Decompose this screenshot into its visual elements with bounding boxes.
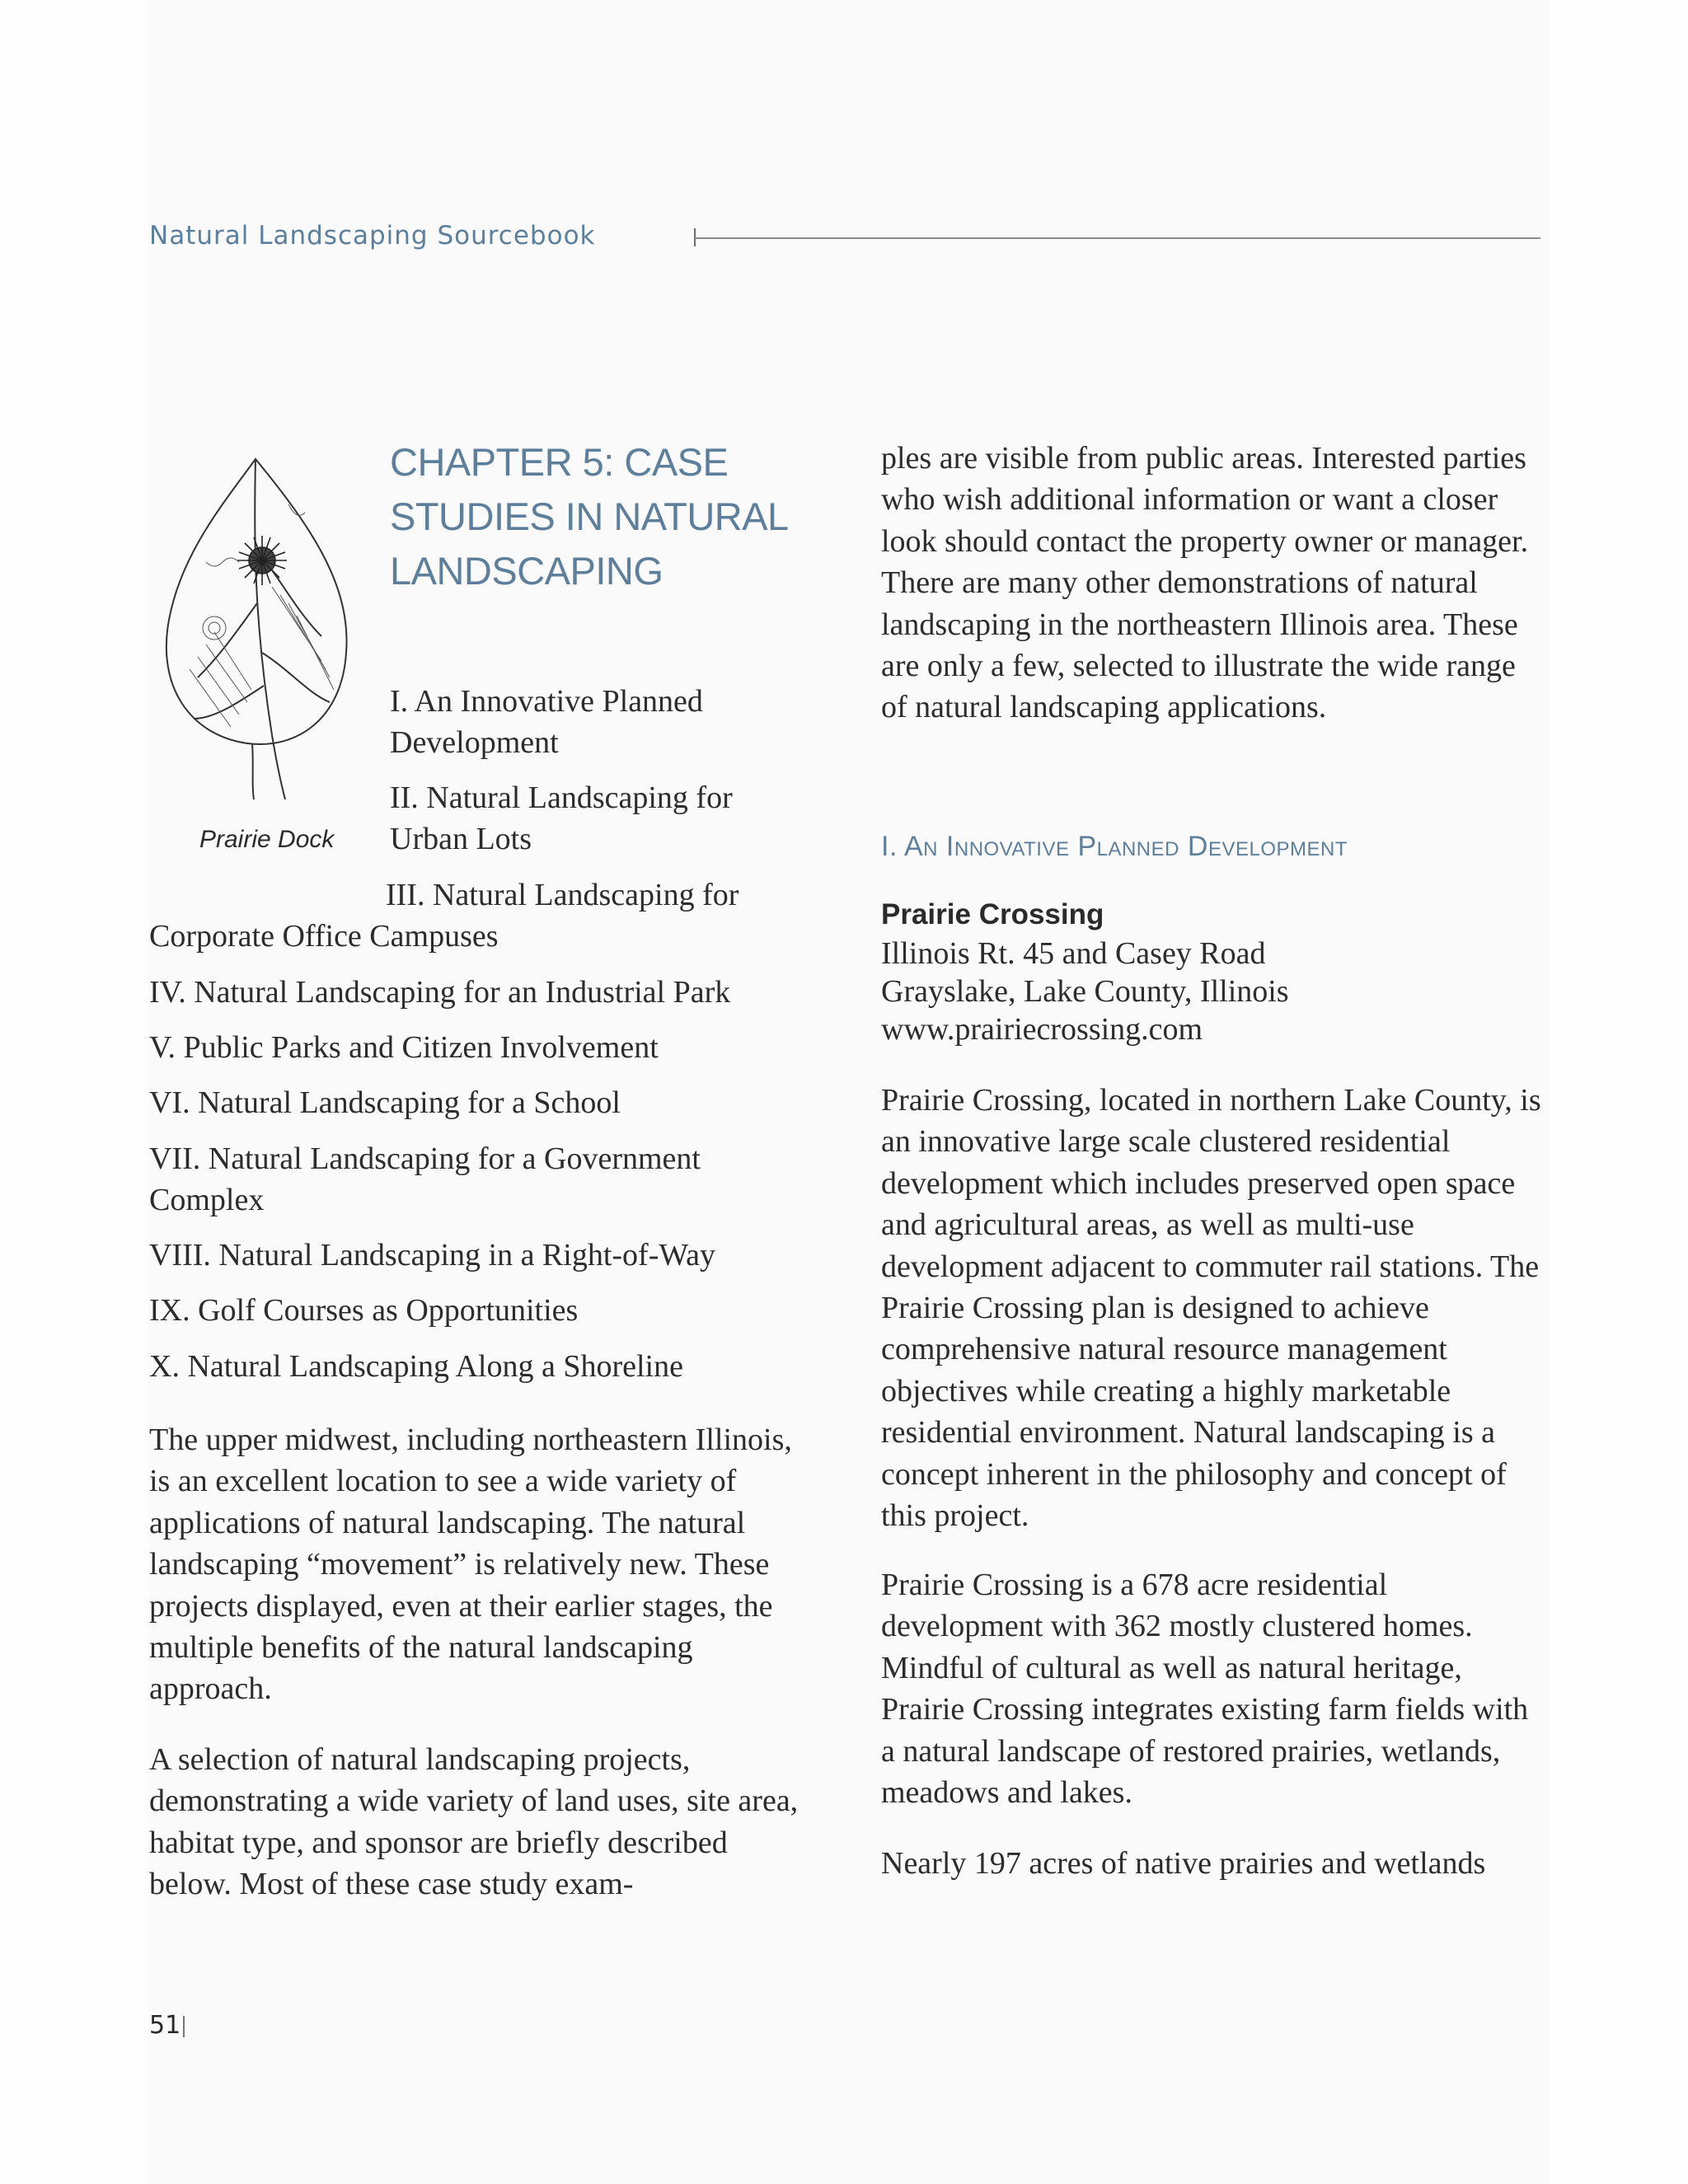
- toc-item-line: Corporate Office Campuses: [149, 919, 499, 954]
- body-paragraph: Prairie Crossing, located in northern Lake County, is an innovative large scale clustered residential development which includes preserved open space and agricultural areas, as well as multi-use development adjacent to commuter rail stations. The Prairie Crossing plan is designed to achieve comprehensive natural resource management objectives while creating a highly marketable residential environment. Natural landscaping is a concept inherent in the philosophy and concept of this project.: [881, 1083, 1541, 1534]
- toc-item: [149, 1346, 683, 1387]
- toc-item-line: Complex: [149, 1183, 265, 1217]
- toc-item: [149, 1082, 621, 1123]
- toc-item: [149, 1027, 659, 1068]
- address-line: Grayslake, Lake County, Illinois: [881, 974, 1289, 1009]
- running-header-title: Natural Landscaping Sourcebook: [149, 221, 596, 251]
- toc-item-line: Urban Lots: [390, 822, 532, 856]
- toc-item: [149, 874, 738, 957]
- toc-item: [149, 1235, 715, 1276]
- chapter-title: CHAPTER 5: CASE STUDIES IN NATURAL LANDSCAPING: [390, 440, 787, 593]
- figure-caption: Prairie Dock: [199, 826, 335, 853]
- toc-item-line: VIII. Natural Landscaping in a Right-of-Way: [149, 1238, 716, 1272]
- website-link[interactable]: www.prairiecrossing.com: [881, 1012, 1203, 1047]
- toc-item: [149, 972, 730, 1013]
- toc-item-line: III. Natural Landscaping for: [386, 878, 739, 912]
- toc-item-line: II. Natural Landscaping for: [390, 780, 733, 815]
- toc-item-line: V. Public Parks and Citizen Involvement: [149, 1030, 659, 1065]
- toc-item-line: X. Natural Landscaping Along a Shoreline: [149, 1349, 683, 1384]
- toc-item: [149, 1138, 701, 1221]
- address-line: Illinois Rt. 45 and Casey Road: [881, 936, 1266, 971]
- toc-item-line: IX. Golf Courses as Opportunities: [149, 1293, 579, 1328]
- page-number-rule: [183, 2016, 185, 2037]
- toc-item-line: VI. Natural Landscaping for a School: [149, 1085, 621, 1120]
- body-paragraph: Nearly 197 acres of native prairies and wetlands: [881, 1846, 1486, 1881]
- section-heading: I. An Innovative Planned Development: [881, 831, 1348, 862]
- toc-item-line: I. An Innovative Planned: [390, 684, 703, 719]
- body-paragraph: Prairie Crossing is a 678 acre residential development with 362 mostly clustered homes. Mindful of cultural as well as natural heritage, Prairie Crossing integrates existing farm fields with a natural landscape of restored prairies, wetlands, meadows and lakes.: [881, 1568, 1529, 1811]
- prairie-dock-leaf-illustration: [157, 455, 354, 801]
- body-paragraph: ples are visible from public areas. Interested parties who wish additional information or want a closer look should contact the property owner or manager. There are many other demonstrations of natural landscaping in the northeastern Illinois area. These are only a few, selected to illustrate the wide range of natural landscaping applications.: [881, 441, 1529, 725]
- toc-item: [149, 1290, 578, 1331]
- toc-item-line: VII. Natural Landscaping for a Government: [149, 1141, 701, 1176]
- page-number: 51: [149, 2011, 181, 2040]
- toc-item: [390, 681, 703, 763]
- toc-item: [390, 777, 733, 860]
- toc-item-line: Development: [390, 725, 559, 760]
- toc-item-line: IV. Natural Landscaping for an Industrial Park: [149, 975, 731, 1010]
- body-paragraph: The upper midwest, including northeastern Illinois, is an excellent location to see a wide variety of applications of natural landscaping. The natural landscaping “movement” is relatively new. These projects displayed, even at their earlier stages, the multiple benefits of the natural landscaping approach.: [149, 1422, 792, 1707]
- body-paragraph: A selection of natural landscaping projects, demonstrating a wide variety of land uses, site area, habitat type, and sponsor are briefly described below. Most of these case study exam-: [149, 1742, 799, 1902]
- case-study-name: Prairie Crossing: [881, 898, 1104, 930]
- header-rule: [694, 237, 1540, 239]
